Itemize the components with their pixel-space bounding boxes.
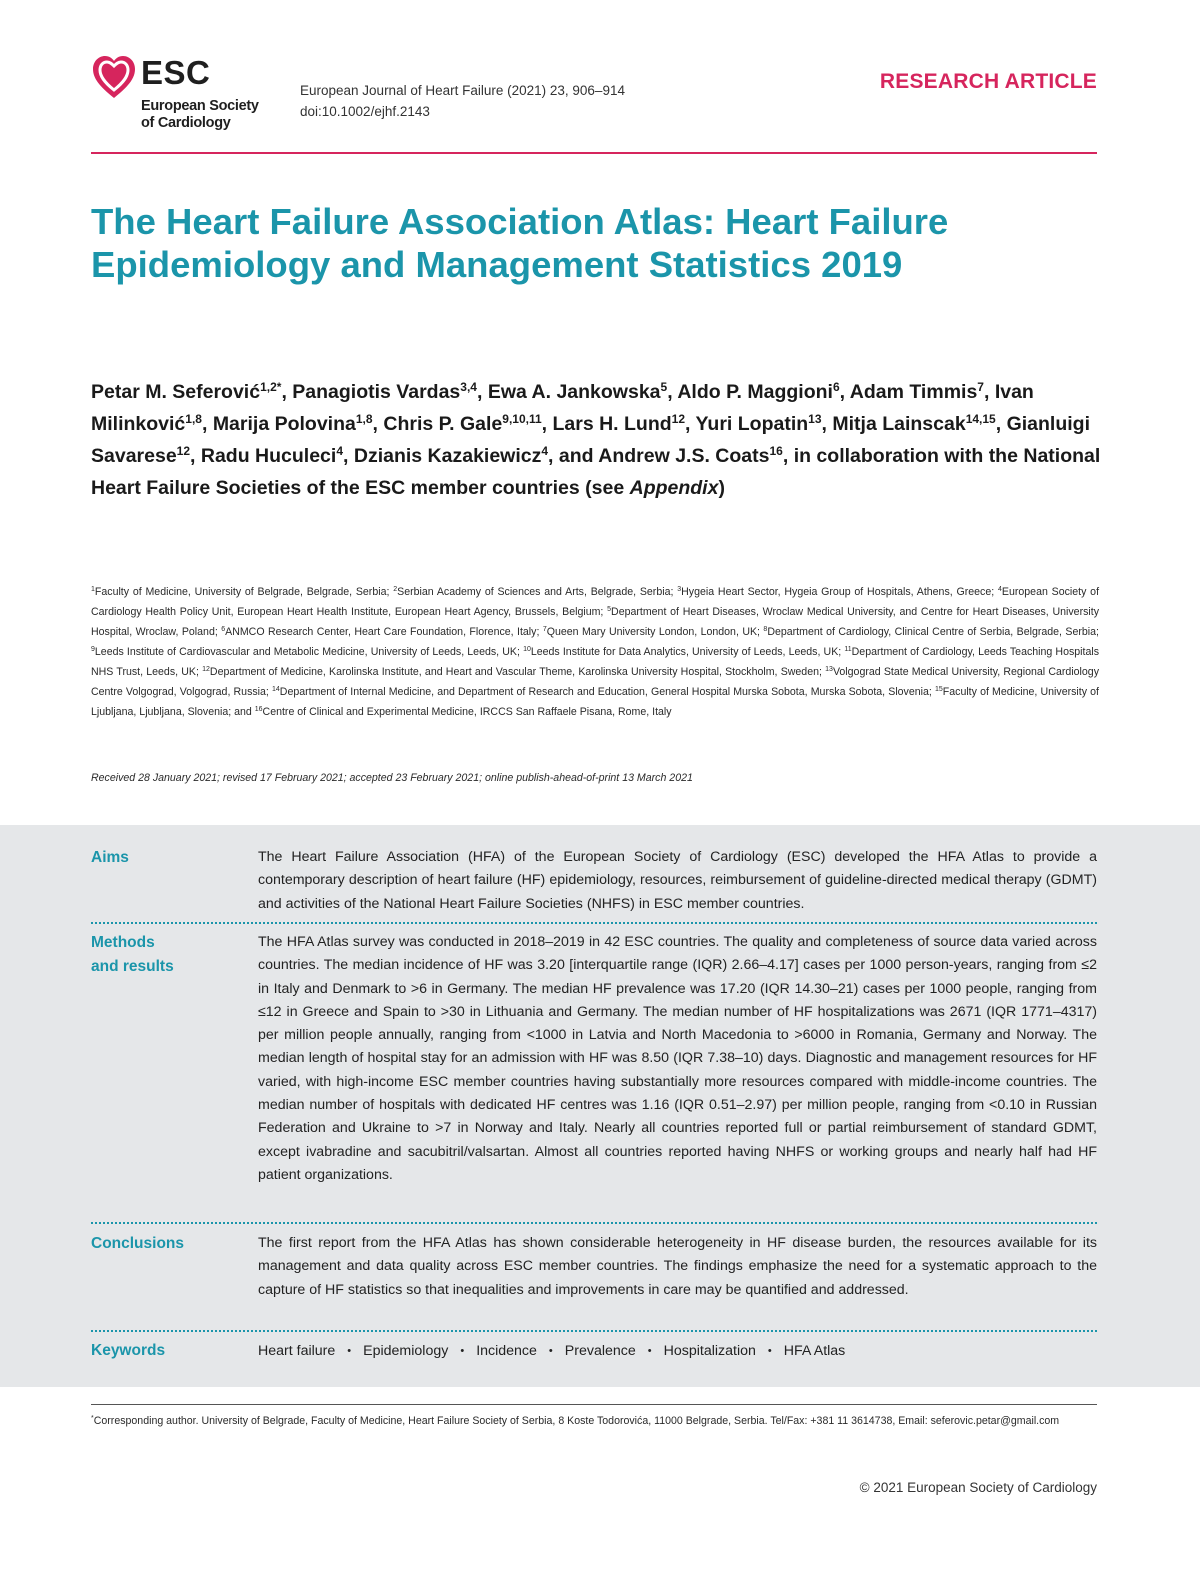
affiliation-number: 8 bbox=[763, 626, 768, 633]
page-header bbox=[91, 52, 1097, 152]
keyword: HFA Atlas bbox=[783, 1343, 846, 1359]
keyword-separator: • bbox=[460, 1345, 465, 1357]
collaboration-note: in collaboration with the National Heart Failure Societies of the ESC member countries (see bbox=[91, 445, 1101, 499]
keyword: Hospitalization bbox=[663, 1343, 756, 1359]
author-affiliation-ref: 13 bbox=[808, 412, 822, 426]
keywords-label: Keywords bbox=[91, 1342, 166, 1359]
author-affiliation-ref: 12 bbox=[671, 412, 686, 426]
article-title: The Heart Failure Association Atlas: Heart Failure Epidemiology and Management Statistics 2019 bbox=[91, 201, 949, 285]
author-affiliation-ref: 3,4 bbox=[460, 380, 477, 394]
affiliation-number: 9 bbox=[91, 646, 95, 653]
author-name: Dzianis Kazakiewicz bbox=[353, 445, 542, 467]
doi-link[interactable]: doi:10.1002/ejhf.2143 bbox=[300, 104, 430, 119]
esc-heart-logo-icon bbox=[91, 54, 137, 102]
author-name: Petar M. Seferović bbox=[91, 381, 261, 403]
abstract-divider bbox=[91, 1222, 1097, 1224]
journal-info bbox=[300, 80, 625, 122]
copyright-notice: © 2021 European Society of Cardiology bbox=[859, 1480, 1097, 1495]
aims-text: The Heart Failure Association (HFA) of the European Society of Cardiology (ESC) developed the HFA Atlas to provide a contemporary description of heart failure (HF) epidemiology, resources, reimbursement of guideline-directed medical therapy (GDMT) and activities of the National Heart Failure Societies (NHFS) in ESC member countries. bbox=[258, 849, 1097, 912]
affiliation-text: Faculty of Medicine, University of Belgrade, Belgrade, Serbia; bbox=[94, 586, 390, 598]
affiliation-text: Department of Medicine, Karolinska Institute, and Heart and Vascular Theme, Karolinska University Hospital, Stockholm, Sweden; bbox=[209, 666, 822, 678]
author-name: Panagiotis Vardas bbox=[292, 381, 461, 403]
affiliation-text: Department of Cardiology, Leeds Teaching Hospitals NHS Trust, Leeds, UK; bbox=[91, 646, 1099, 678]
affiliation-text: ANMCO Research Center, Heart Care Foundation, Florence, Italy; bbox=[225, 626, 540, 638]
author-name: Lars H. Lund bbox=[552, 413, 672, 435]
affiliation-text: Volgograd State Medical University, Regional Cardiology Centre Volgograd, Volgograd, Russia; bbox=[91, 666, 1099, 698]
author-name: Radu Huculeci bbox=[200, 445, 337, 467]
author-name: Ewa A. Jankowska bbox=[487, 381, 661, 403]
abstract-divider bbox=[91, 922, 1097, 924]
keyword: Prevalence bbox=[564, 1343, 636, 1359]
affiliation-number: 5 bbox=[607, 606, 612, 613]
affiliation-number: 15 bbox=[934, 686, 943, 693]
author-name: Aldo P. Maggioni bbox=[677, 381, 833, 403]
footnote-divider bbox=[91, 1404, 1097, 1405]
author-affiliation-ref: 12 bbox=[176, 444, 191, 458]
journal-line: European Journal of Heart Failure (2021) 23, 906–914 bbox=[300, 83, 625, 98]
affiliation-text: Department of Internal Medicine, and Department of Research and Education, General Hospital Murska Sobota, Murska Sobota, Slovenia; bbox=[279, 686, 932, 698]
author-name: Adam Timmis bbox=[849, 381, 978, 403]
affiliation-number: 1 bbox=[91, 586, 95, 593]
aims-label: Aims bbox=[91, 849, 129, 866]
keyword-list bbox=[258, 1339, 845, 1363]
author-affiliation-ref: 6 bbox=[832, 380, 840, 394]
affiliation-number: 6 bbox=[221, 626, 226, 633]
methods-label: Methods and results bbox=[91, 934, 174, 975]
author-affiliation-ref: 7 bbox=[977, 380, 984, 394]
authors-and: and bbox=[558, 445, 594, 467]
affiliation-text: Hygeia Heart Sector, Hygeia Group of Hospitals, Athens, Greece; bbox=[681, 586, 995, 598]
author-affiliation-ref: 5 bbox=[660, 380, 668, 394]
author-name: Marija Polovina bbox=[212, 413, 356, 435]
author-affiliation-ref: 1,8 bbox=[355, 412, 373, 426]
author-name: Andrew J.S. Coats bbox=[598, 445, 770, 467]
keyword-separator: • bbox=[548, 1345, 553, 1357]
corresponding-author-note bbox=[91, 1411, 1099, 1431]
affiliation-number: 12 bbox=[202, 666, 210, 673]
author-list: Petar M. Seferović$^{1,2*}$, Panagiotis Vardas$^{3,4}$, Ewa A. Jankowska$^5$, Aldo P. Maggioni$^6$, Adam Timmis$^7$, Ivan Milinković$^{1,8}$, Marija Polovina$^{1,8}$, Chris P. Gale$^{9,10,11}$, Lars H. Lund$^{12}$, Yuri Lopatin$^{13}$, Mitja Lainscak$^{14,15}$, Gianluigi Savarese$^{12}$, Radu Huculeci$^4$, Dzianis Kazakiewicz$^4$, and Andrew J.S. Coats$^{16}$, in collaboration with the National Heart Failure Societies of the ESC member countries (see Appendix) bbox=[91, 380, 1101, 499]
keyword: Incidence bbox=[476, 1343, 537, 1359]
author-name: Gianluigi Savarese bbox=[91, 413, 1090, 467]
affiliation-number: 10 bbox=[523, 646, 531, 653]
affiliation-text: Leeds Institute for Data Analytics, University of Leeds, Leeds, UK; bbox=[530, 646, 842, 658]
received-dates: Received 28 January 2021; revised 17 February 2021; accepted 23 February 2021; online publish-ahead-of-print 13 March 2021 bbox=[91, 772, 693, 784]
affiliation-number: 16 bbox=[254, 706, 263, 713]
author-affiliation-ref: 4 bbox=[336, 444, 344, 458]
affiliation-number: 11 bbox=[844, 646, 852, 653]
affiliation-number: 7 bbox=[542, 626, 547, 633]
author-affiliation-ref: 9,10,11 bbox=[502, 412, 542, 426]
keyword: Epidemiology bbox=[363, 1343, 449, 1359]
affiliation-text: Faculty of Medicine, University of Ljubljana, Ljubljana, Slovenia; and bbox=[91, 686, 1099, 718]
corresponding-author-mark: * bbox=[276, 380, 282, 394]
affiliation-text: Department of Heart Diseases, Wroclaw Medical University, and Centre for Heart Diseases, University Hospital, Wroclaw, Poland; bbox=[91, 606, 1099, 638]
keyword: Heart failure bbox=[258, 1343, 336, 1359]
affiliations bbox=[91, 582, 1099, 722]
affiliation-number: 2 bbox=[393, 586, 398, 593]
affiliation-number: 4 bbox=[998, 586, 1002, 593]
conclusions-text: The first report from the HFA Atlas has shown considerable heterogeneity in HF disease burden, the resources available for its management and data quality across ESC member countries. The findings emphasize the need for a systematic approach to the capture of HF statistics so that inequalities and improvements in care may be quantified and addressed. bbox=[258, 1235, 1097, 1298]
affiliation-number: 14 bbox=[272, 686, 280, 693]
affiliation-text: European Society of Cardiology Health Policy Unit, European Heart Health Institute, European Heart Agency, Brussels, Belgium; bbox=[91, 586, 1100, 618]
author-name: Yuri Lopatin bbox=[695, 413, 809, 435]
footnote-mark: * bbox=[91, 1415, 94, 1422]
footnote-text: Corresponding author. University of Belgrade, Faculty of Medicine, Heart Failure Society of Serbia, 8 Koste Todorovića, 11000 Belgrade, Serbia. Tel/Fax: +381 11 3614738, Email: seferovic.petar@gmail.com bbox=[93, 1415, 1060, 1427]
affiliation-text: Queen Mary University London, London, UK; bbox=[546, 626, 760, 638]
keyword-separator: • bbox=[647, 1345, 652, 1357]
abstract-divider bbox=[91, 1330, 1097, 1332]
affiliation-text: Department of Cardiology, Clinical Centre of Serbia, Belgrade, Serbia; bbox=[767, 626, 1099, 638]
author-affiliation-ref: 4 bbox=[541, 444, 549, 458]
author-affiliation-ref: 1,8 bbox=[185, 412, 202, 426]
logo-text: ESC bbox=[141, 54, 211, 91]
author-name: Ivan Milinković bbox=[91, 381, 1034, 435]
affiliation-number: 13 bbox=[825, 666, 833, 673]
affiliation-text: Serbian Academy of Sciences and Arts, Belgrade, Serbia; bbox=[397, 586, 674, 598]
header-divider bbox=[91, 152, 1097, 154]
appendix-link[interactable]: Appendix bbox=[629, 477, 719, 499]
article-type-label: RESEARCH ARTICLE bbox=[879, 70, 1097, 93]
author-name: Chris P. Gale bbox=[383, 413, 503, 435]
author-affiliation-ref: 1,2 bbox=[260, 380, 277, 394]
conclusions-label: Conclusions bbox=[91, 1235, 185, 1252]
author-affiliation-ref: 14,15 bbox=[965, 412, 996, 426]
affiliation-text: Centre of Clinical and Experimental Medicine, IRCCS San Raffaele Pisana, Rome, Italy bbox=[262, 706, 672, 718]
affiliation-number: 3 bbox=[677, 586, 682, 593]
author-affiliation-ref: 16 bbox=[769, 444, 783, 458]
affiliation-text: Leeds Institute of Cardiovascular and Metabolic Medicine, University of Leeds, Leeds, UK; bbox=[94, 646, 520, 658]
esc-logo bbox=[91, 52, 291, 142]
keyword-separator: • bbox=[767, 1345, 772, 1357]
logo-subtitle: European Society of Cardiology bbox=[141, 98, 259, 131]
keyword-separator: • bbox=[347, 1345, 352, 1357]
author-name: Mitja Lainscak bbox=[832, 413, 966, 435]
methods-text: The HFA Atlas survey was conducted in 2018–2019 in 42 ESC countries. The quality and completeness of source data varied across countries. The median incidence of HF was 3.20 [interquartile range (IQR) 2.66–4.17] cases per 1000 person-years, ranging from ≤2 in Italy and Denmark to >6 in Germany. The median HF prevalence was 17.20 (IQR 14.30–21) cases per 1000 people, ranging from ≤12 in Greece and Spain to >30 in Lithuania and Germany. The median number of HF hospitalizations was 2671 (IQR 1771–4317) per million people annually, ranging from <1000 in Latvia and North Macedonia to >6000 in Romania, Germany and Norway. The median length of hospital stay for an admission with HF was 8.50 (IQR 7.38–10) days. Diagnostic and management resources for HF varied, with high-income ESC member countries having substantially more resources compared with middle-income countries. The median number of hospitals with dedicated HF centres was 1.16 (IQR 0.51–2.97) per million people, ranging from <0.10 in Russian Federation and Ukraine to >7 in Norway and Italy. Nearly all countries reported full or partial reimbursement of standard GDMT, except ivabradine and sacubitril/valsartan. Almost all countries reported having NHFS or working groups and nearly half had HF patient organizations. bbox=[258, 934, 1097, 1183]
